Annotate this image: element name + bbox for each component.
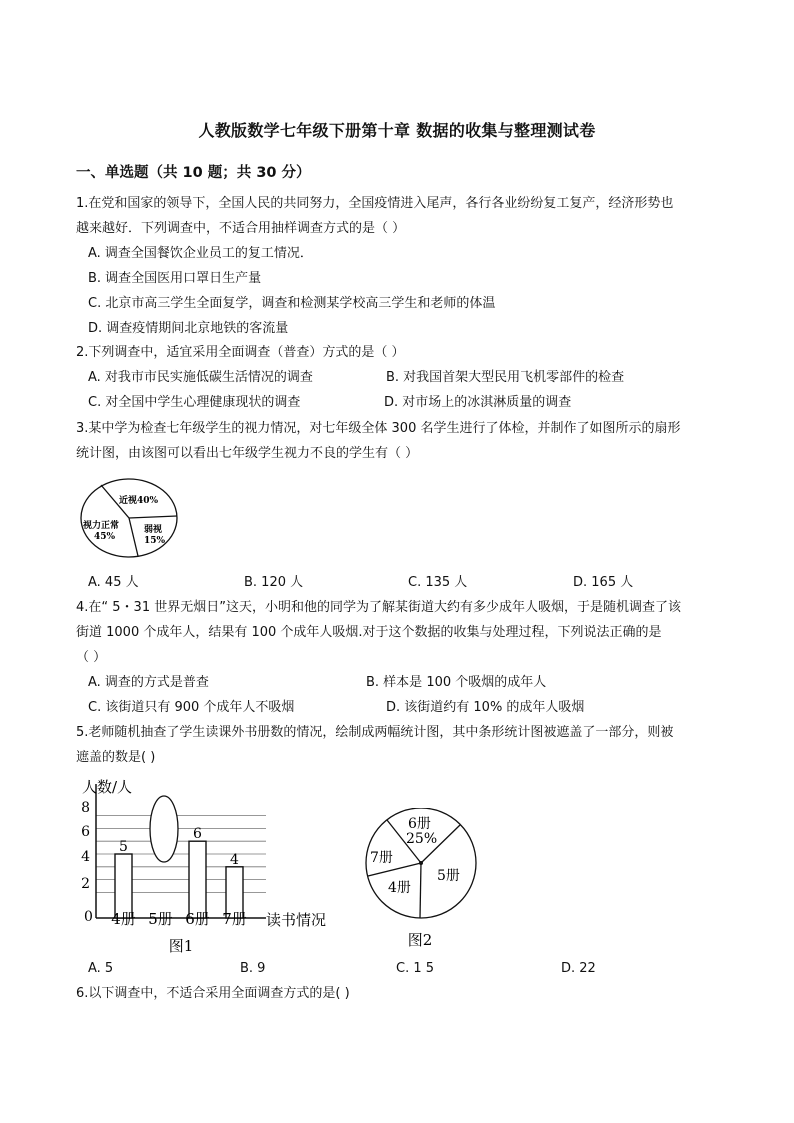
bar-origin-label: 0 — [84, 909, 93, 925]
pie1-label-normal: 视力正常 — [83, 521, 120, 531]
bar-figure-caption: 图1 — [168, 937, 194, 955]
pie1-label-weak-pct: 15% — [144, 536, 166, 546]
bar-ytick-2: 2 — [81, 876, 90, 892]
bar-value-label-3: 6 — [193, 826, 202, 843]
q1-option-d: D. 调查疫情期间北京地铁的客流量 — [88, 321, 289, 336]
pie1-label-myopia: 近视40% — [119, 496, 159, 506]
q3-option-a: A. 45 人 — [88, 575, 139, 590]
q3-stem-line2: 统计图，由该图可以看出七年级学生视力不良的学生有（ ） — [76, 446, 419, 461]
q3-option-b: B. 120 人 — [244, 575, 304, 590]
page-title: 人教版数学七年级下册第十章 数据的收集与整理测试卷 — [198, 121, 596, 140]
bar-cover-ellipse — [150, 796, 178, 862]
bar-ytick-6: 6 — [81, 824, 90, 840]
q5-option-b: B. 9 — [240, 961, 266, 976]
q1-option-c: C. 北京市高三学生全面复学，调查和检测某学校高三学生和老师的体温 — [88, 296, 496, 311]
bar-category-label-1: 4册 — [111, 910, 136, 928]
q1-option-b: B. 调查全国医用口罩日生产量 — [88, 271, 262, 286]
bar-category-label-4: 7册 — [222, 910, 247, 928]
q1-option-a: A. 调查全国餐饮企业员工的复工情况． — [88, 246, 313, 261]
pie1-divider-3 — [129, 518, 138, 556]
bar-3 — [189, 841, 206, 918]
q4-stem-line2: 街道 1000 个成年人，结果有 100 个成年人吸烟.对于这个数据的收集与处理过程，下列说法正确的是 — [76, 625, 662, 640]
pie2-label-4: 4册 — [388, 880, 411, 896]
q5-option-d: D. 22 — [561, 961, 596, 976]
q4-option-c: C. 该街道只有 900 个成年人不吸烟 — [88, 700, 295, 715]
vision-pie-chart — [78, 476, 182, 560]
bar-y-axis-label: 人数/人 — [82, 778, 133, 796]
books-pie-chart — [360, 808, 488, 954]
bar-1 — [115, 854, 132, 918]
books-bar-chart — [80, 772, 342, 956]
section-heading: 一、单选题（共 10 题；共 30 分） — [76, 165, 311, 181]
q6-stem: 6.以下调查中，不适合采用全面调查方式的是( ) — [76, 986, 350, 1001]
pie2-label-5: 5册 — [437, 868, 460, 884]
pie2-divider-3 — [420, 863, 421, 918]
q4-option-d: D. 该街道约有 10% 的成年人吸烟 — [386, 700, 585, 715]
bar-ytick-8: 8 — [81, 800, 90, 816]
bar-x-axis-label: 读书情况 — [266, 911, 327, 929]
bar-value-label-1: 5 — [119, 839, 128, 855]
q1-stem-line1: 1.在党和国家的领导下，全国人民的共同努力，全国疫情进入尾声，各行各业纷纷复工复产，经济形势也 — [76, 196, 674, 211]
q3-stem-line1: 3.某中学为检查七年级学生的视力情况，对七年级全体 300 名学生进行了体检，并制作了如图所示的扇形 — [76, 421, 681, 436]
q3-option-c: C. 135 人 — [408, 575, 468, 590]
q2-option-a: A. 对我市市民实施低碳生活情况的调查 — [88, 370, 313, 385]
bar-value-label-4: 4 — [230, 851, 239, 868]
pie2-figure-caption: 图2 — [407, 931, 433, 949]
q2-option-c: C. 对全国中学生心理健康现状的调查 — [88, 395, 301, 410]
q4-option-a: A. 调查的方式是普查 — [88, 675, 209, 690]
q1-stem-line2: 越来越好．下列调查中，不适合用抽样调查方式的是（ ） — [76, 221, 406, 236]
bar-ytick-4: 4 — [81, 849, 90, 865]
q5-stem-line2: 遮盖的数是( ) — [76, 750, 156, 765]
pie2-label-6-pct: 25% — [406, 831, 438, 847]
pie1-label-normal-pct: 45% — [94, 532, 116, 542]
pie2-label-7: 7册 — [370, 850, 393, 866]
q5-option-c: C. 1 5 — [396, 961, 435, 976]
q2-stem: 2.下列调查中，适宜采用全面调查（普查）方式的是（ ） — [76, 345, 405, 360]
pie1-label-weak: 弱视 — [144, 525, 163, 535]
q4-option-b: B. 样本是 100 个吸烟的成年人 — [366, 675, 547, 690]
q5-option-a: A. 5 — [88, 961, 114, 976]
q4-stem-line1: 4.在“ 5・31 世界无烟日”这天，小明和他的同学为了解某街道大约有多少成年人吸烟，于是随机调查了该 — [76, 600, 681, 615]
q2-option-d: D. 对市场上的冰淇淋质量的调查 — [384, 395, 572, 410]
q3-option-d: D. 165 人 — [573, 575, 634, 590]
bar-category-label-3: 6册 — [185, 910, 210, 928]
q5-stem-line1: 5.老师随机抽查了学生读课外书册数的情况，绘制成两幅统计图，其中条形统计图被遮盖了一部分，则被 — [76, 725, 674, 740]
q4-stem-line3: （ ） — [76, 650, 107, 665]
pie2-label-6: 6册 — [408, 816, 431, 832]
bar-category-label-2: 5册 — [148, 910, 173, 928]
pie1-divider-2 — [129, 516, 177, 518]
q2-option-b: B. 对我国首架大型民用飞机零部件的检查 — [386, 370, 625, 385]
